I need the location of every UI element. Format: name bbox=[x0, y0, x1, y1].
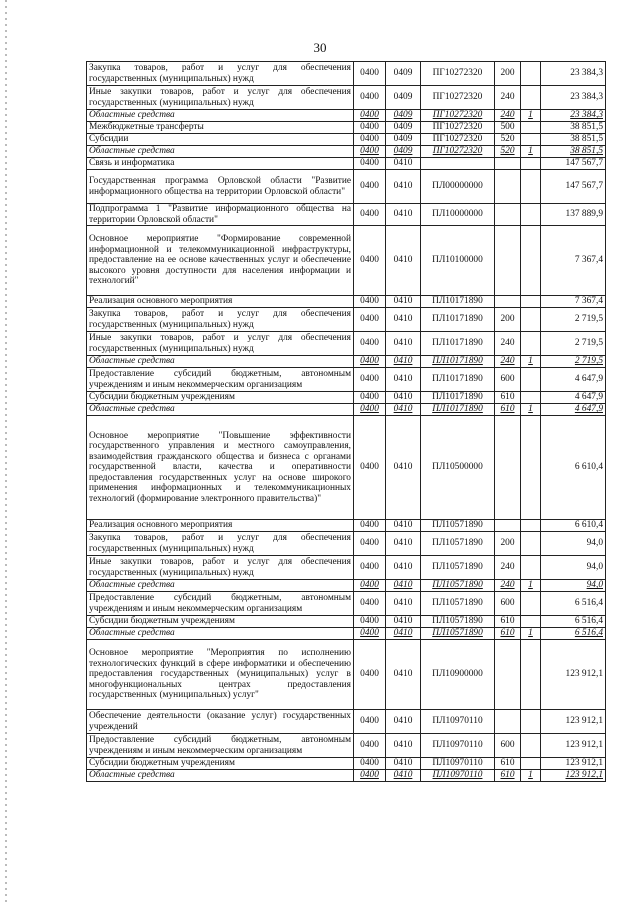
cell-rz-code: 0400 bbox=[354, 110, 386, 122]
cell-rz-code: 0400 bbox=[354, 134, 386, 146]
table-row-regional-funds bbox=[87, 404, 606, 416]
cell-source-code bbox=[521, 532, 541, 556]
cell-csr-code: ПЛ10970110 bbox=[421, 770, 495, 782]
cell-pr-code: 0410 bbox=[386, 710, 421, 734]
table-row bbox=[87, 158, 606, 170]
cell-vr-code bbox=[495, 520, 521, 532]
cell-rz-code: 0400 bbox=[354, 356, 386, 368]
cell-csr-code: ПЛ10571890 bbox=[421, 628, 495, 640]
cell-pr-code: 0410 bbox=[386, 158, 421, 170]
cell-csr-code: ПЛ10500000 bbox=[421, 416, 495, 520]
cell-csr-code: ПЛ10171890 bbox=[421, 296, 495, 308]
table-row-regional-funds bbox=[87, 580, 606, 592]
cell-pr-code: 0410 bbox=[386, 532, 421, 556]
cell-name: Областные средства bbox=[87, 628, 354, 640]
cell-source-code: 1 bbox=[521, 404, 541, 416]
cell-pr-code: 0410 bbox=[386, 628, 421, 640]
cell-rz-code: 0400 bbox=[354, 416, 386, 520]
cell-amount: 6 516,4 bbox=[541, 616, 606, 628]
cell-csr-code: ПЛ10100000 bbox=[421, 226, 495, 296]
cell-vr-code bbox=[495, 710, 521, 734]
cell-pr-code: 0409 bbox=[386, 122, 421, 134]
cell-rz-code: 0400 bbox=[354, 62, 386, 86]
cell-source-code bbox=[521, 158, 541, 170]
cell-csr-code: ПЛ10571890 bbox=[421, 580, 495, 592]
table-row bbox=[87, 592, 606, 616]
cell-name: Закупка товаров, работ и услуг для обеспечения государственных (муниципальных) нужд bbox=[87, 62, 354, 86]
cell-source-code bbox=[521, 62, 541, 86]
cell-vr-code: 200 bbox=[495, 62, 521, 86]
table-row-regional-funds bbox=[87, 146, 606, 158]
cell-pr-code: 0410 bbox=[386, 392, 421, 404]
table-row bbox=[87, 758, 606, 770]
table-row bbox=[87, 734, 606, 758]
cell-pr-code: 0409 bbox=[386, 134, 421, 146]
cell-csr-code: ПЛ00000000 bbox=[421, 170, 495, 204]
cell-rz-code: 0400 bbox=[354, 158, 386, 170]
cell-vr-code: 500 bbox=[495, 122, 521, 134]
cell-csr-code: ПГ10272320 bbox=[421, 62, 495, 86]
cell-name: Связь и информатика bbox=[87, 158, 354, 170]
cell-rz-code: 0400 bbox=[354, 532, 386, 556]
cell-csr-code: ПГ10272320 bbox=[421, 110, 495, 122]
cell-amount: 7 367,4 bbox=[541, 226, 606, 296]
cell-source-code bbox=[521, 734, 541, 758]
cell-amount: 23 384,3 bbox=[541, 86, 606, 110]
cell-csr-code: ПЛ10970110 bbox=[421, 710, 495, 734]
cell-rz-code: 0400 bbox=[354, 592, 386, 616]
cell-csr-code bbox=[421, 158, 495, 170]
table-row bbox=[87, 226, 606, 296]
table-row bbox=[87, 62, 606, 86]
cell-pr-code: 0410 bbox=[386, 296, 421, 308]
cell-source-code bbox=[521, 392, 541, 404]
cell-vr-code: 240 bbox=[495, 356, 521, 368]
cell-vr-code: 600 bbox=[495, 368, 521, 392]
table-row bbox=[87, 170, 606, 204]
table-row bbox=[87, 368, 606, 392]
cell-rz-code: 0400 bbox=[354, 170, 386, 204]
cell-pr-code: 0409 bbox=[386, 86, 421, 110]
cell-name: Областные средства bbox=[87, 770, 354, 782]
cell-vr-code: 600 bbox=[495, 592, 521, 616]
cell-csr-code: ПЛ10171890 bbox=[421, 368, 495, 392]
table-row bbox=[87, 308, 606, 332]
cell-name: Областные средства bbox=[87, 580, 354, 592]
cell-pr-code: 0410 bbox=[386, 640, 421, 710]
cell-csr-code: ПЛ10571890 bbox=[421, 520, 495, 532]
cell-rz-code: 0400 bbox=[354, 616, 386, 628]
cell-amount: 4 647,9 bbox=[541, 404, 606, 416]
cell-amount: 6 516,4 bbox=[541, 592, 606, 616]
cell-rz-code: 0400 bbox=[354, 296, 386, 308]
table-row bbox=[87, 520, 606, 532]
cell-source-code: 1 bbox=[521, 580, 541, 592]
cell-rz-code: 0400 bbox=[354, 392, 386, 404]
cell-name: Иные закупки товаров, работ и услуг для обеспечения государственных (муниципальных) нужд bbox=[87, 86, 354, 110]
cell-amount: 4 647,9 bbox=[541, 368, 606, 392]
cell-amount: 38 851,5 bbox=[541, 122, 606, 134]
cell-source-code bbox=[521, 170, 541, 204]
table-row bbox=[87, 416, 606, 520]
cell-csr-code: ПЛ10571890 bbox=[421, 532, 495, 556]
cell-source-code: 1 bbox=[521, 110, 541, 122]
cell-csr-code: ПЛ10970110 bbox=[421, 734, 495, 758]
cell-source-code bbox=[521, 122, 541, 134]
cell-name: Межбюджетные трансферты bbox=[87, 122, 354, 134]
cell-pr-code: 0410 bbox=[386, 332, 421, 356]
cell-rz-code: 0400 bbox=[354, 710, 386, 734]
cell-pr-code: 0410 bbox=[386, 226, 421, 296]
cell-pr-code: 0410 bbox=[386, 580, 421, 592]
cell-vr-code: 200 bbox=[495, 308, 521, 332]
cell-source-code bbox=[521, 592, 541, 616]
cell-source-code bbox=[521, 86, 541, 110]
cell-rz-code: 0400 bbox=[354, 204, 386, 226]
cell-vr-code bbox=[495, 170, 521, 204]
table-row bbox=[87, 86, 606, 110]
cell-pr-code: 0409 bbox=[386, 110, 421, 122]
cell-rz-code: 0400 bbox=[354, 146, 386, 158]
cell-vr-code: 520 bbox=[495, 134, 521, 146]
cell-rz-code: 0400 bbox=[354, 758, 386, 770]
cell-vr-code: 240 bbox=[495, 332, 521, 356]
cell-source-code bbox=[521, 758, 541, 770]
cell-csr-code: ПЛ10571890 bbox=[421, 592, 495, 616]
cell-csr-code: ПЛ10171890 bbox=[421, 308, 495, 332]
cell-rz-code: 0400 bbox=[354, 226, 386, 296]
cell-name: Закупка товаров, работ и услуг для обеспечения государственных (муниципальных) нужд bbox=[87, 532, 354, 556]
cell-name: Основное мероприятие "Формирование современной информационной и телекоммуникационной инфраструктуры, предоставление на ее основе качественных услуг и обеспечение высокого уровня доступности для населения информации и технологий" bbox=[87, 226, 354, 296]
cell-pr-code: 0410 bbox=[386, 416, 421, 520]
cell-amount: 147 567,7 bbox=[541, 170, 606, 204]
cell-rz-code: 0400 bbox=[354, 122, 386, 134]
cell-amount: 123 912,1 bbox=[541, 710, 606, 734]
table-row bbox=[87, 332, 606, 356]
cell-amount: 6 516,4 bbox=[541, 628, 606, 640]
cell-pr-code: 0410 bbox=[386, 404, 421, 416]
cell-vr-code: 610 bbox=[495, 628, 521, 640]
cell-vr-code bbox=[495, 158, 521, 170]
budget-table bbox=[86, 61, 606, 782]
cell-amount: 123 912,1 bbox=[541, 640, 606, 710]
table-row bbox=[87, 204, 606, 226]
cell-rz-code: 0400 bbox=[354, 520, 386, 532]
cell-rz-code: 0400 bbox=[354, 86, 386, 110]
cell-name: Областные средства bbox=[87, 146, 354, 158]
cell-amount: 38 851,5 bbox=[541, 134, 606, 146]
cell-csr-code: ПЛ10900000 bbox=[421, 640, 495, 710]
cell-csr-code: ПГ10272320 bbox=[421, 134, 495, 146]
cell-pr-code: 0410 bbox=[386, 592, 421, 616]
cell-vr-code: 610 bbox=[495, 392, 521, 404]
cell-pr-code: 0410 bbox=[386, 308, 421, 332]
cell-source-code bbox=[521, 308, 541, 332]
cell-vr-code: 610 bbox=[495, 770, 521, 782]
cell-source-code: 1 bbox=[521, 146, 541, 158]
cell-source-code bbox=[521, 710, 541, 734]
cell-csr-code: ПЛ10171890 bbox=[421, 356, 495, 368]
cell-source-code bbox=[521, 204, 541, 226]
table-row bbox=[87, 710, 606, 734]
cell-pr-code: 0410 bbox=[386, 170, 421, 204]
cell-amount: 137 889,9 bbox=[541, 204, 606, 226]
budget-table-body bbox=[87, 62, 606, 782]
cell-amount: 123 912,1 bbox=[541, 758, 606, 770]
cell-vr-code: 240 bbox=[495, 580, 521, 592]
cell-name: Областные средства bbox=[87, 356, 354, 368]
table-row bbox=[87, 392, 606, 404]
cell-name: Предоставление субсидий бюджетным, автономным учреждениям и иным некоммерческим организациям bbox=[87, 368, 354, 392]
cell-amount: 94,0 bbox=[541, 532, 606, 556]
cell-name: Обеспечение деятельности (оказание услуг) государственных учреждений bbox=[87, 710, 354, 734]
cell-amount: 2 719,5 bbox=[541, 356, 606, 368]
cell-csr-code: ПГ10272320 bbox=[421, 86, 495, 110]
cell-name: Подпрограмма 1 "Развитие информационного общества на территории Орловской области" bbox=[87, 204, 354, 226]
cell-vr-code: 240 bbox=[495, 110, 521, 122]
cell-pr-code: 0410 bbox=[386, 520, 421, 532]
table-row bbox=[87, 122, 606, 134]
cell-amount: 23 384,3 bbox=[541, 62, 606, 86]
cell-name: Субсидии бюджетным учреждениям bbox=[87, 758, 354, 770]
cell-csr-code: ПЛ10171890 bbox=[421, 392, 495, 404]
cell-rz-code: 0400 bbox=[354, 308, 386, 332]
cell-source-code: 1 bbox=[521, 628, 541, 640]
cell-rz-code: 0400 bbox=[354, 628, 386, 640]
cell-vr-code: 520 bbox=[495, 146, 521, 158]
cell-csr-code: ПГ10272320 bbox=[421, 122, 495, 134]
cell-name: Реализация основного мероприятия bbox=[87, 296, 354, 308]
cell-amount: 6 610,4 bbox=[541, 520, 606, 532]
cell-csr-code: ПЛ10000000 bbox=[421, 204, 495, 226]
cell-name: Закупка товаров, работ и услуг для обеспечения государственных (муниципальных) нужд bbox=[87, 308, 354, 332]
cell-pr-code: 0410 bbox=[386, 734, 421, 758]
cell-amount: 4 647,9 bbox=[541, 392, 606, 404]
table-row-regional-funds bbox=[87, 770, 606, 782]
cell-name: Субсидии бюджетным учреждениям bbox=[87, 392, 354, 404]
table-row-regional-funds bbox=[87, 356, 606, 368]
cell-source-code bbox=[521, 556, 541, 580]
cell-vr-code bbox=[495, 204, 521, 226]
cell-csr-code: ПЛ10571890 bbox=[421, 616, 495, 628]
cell-pr-code: 0410 bbox=[386, 556, 421, 580]
cell-amount: 23 384,3 bbox=[541, 110, 606, 122]
cell-csr-code: ПЛ10171890 bbox=[421, 332, 495, 356]
cell-vr-code bbox=[495, 296, 521, 308]
cell-rz-code: 0400 bbox=[354, 556, 386, 580]
cell-rz-code: 0400 bbox=[354, 332, 386, 356]
scan-binding-edge bbox=[5, 0, 7, 905]
cell-source-code bbox=[521, 134, 541, 146]
cell-name: Областные средства bbox=[87, 404, 354, 416]
cell-amount: 2 719,5 bbox=[541, 332, 606, 356]
cell-pr-code: 0410 bbox=[386, 616, 421, 628]
cell-source-code: 1 bbox=[521, 356, 541, 368]
table-row-regional-funds bbox=[87, 110, 606, 122]
cell-name: Реализация основного мероприятия bbox=[87, 520, 354, 532]
cell-vr-code bbox=[495, 226, 521, 296]
cell-csr-code: ПЛ10171890 bbox=[421, 404, 495, 416]
table-row bbox=[87, 640, 606, 710]
cell-name: Иные закупки товаров, работ и услуг для обеспечения государственных (муниципальных) нужд bbox=[87, 556, 354, 580]
cell-amount: 94,0 bbox=[541, 556, 606, 580]
cell-csr-code: ПЛ10970110 bbox=[421, 758, 495, 770]
cell-pr-code: 0410 bbox=[386, 368, 421, 392]
cell-pr-code: 0410 bbox=[386, 356, 421, 368]
cell-vr-code: 610 bbox=[495, 758, 521, 770]
cell-rz-code: 0400 bbox=[354, 770, 386, 782]
cell-csr-code: ПГ10272320 bbox=[421, 146, 495, 158]
cell-amount: 7 367,4 bbox=[541, 296, 606, 308]
cell-name: Предоставление субсидий бюджетным, автономным учреждениям и иным некоммерческим организациям bbox=[87, 592, 354, 616]
cell-source-code: 1 bbox=[521, 770, 541, 782]
table-row bbox=[87, 532, 606, 556]
page-number: 30 bbox=[313, 40, 327, 55]
cell-name: Субсидии бюджетным учреждениям bbox=[87, 616, 354, 628]
cell-amount: 2 719,5 bbox=[541, 308, 606, 332]
cell-name: Областные средства bbox=[87, 110, 354, 122]
cell-name: Основное мероприятие "Мероприятия по исполнению технологических функций в сфере информатики и обеспечению предоставления государственных (муниципальных) услуг в многофункциональных центрах предоставления государственных (муниципальных) услуг" bbox=[87, 640, 354, 710]
cell-vr-code bbox=[495, 640, 521, 710]
cell-source-code bbox=[521, 296, 541, 308]
cell-name: Субсидии bbox=[87, 134, 354, 146]
cell-pr-code: 0410 bbox=[386, 204, 421, 226]
cell-amount: 123 912,1 bbox=[541, 770, 606, 782]
cell-amount: 94,0 bbox=[541, 580, 606, 592]
table-row-regional-funds bbox=[87, 628, 606, 640]
cell-csr-code: ПЛ10571890 bbox=[421, 556, 495, 580]
cell-source-code bbox=[521, 616, 541, 628]
cell-name: Иные закупки товаров, работ и услуг для обеспечения государственных (муниципальных) нужд bbox=[87, 332, 354, 356]
cell-pr-code: 0410 bbox=[386, 758, 421, 770]
cell-source-code bbox=[521, 226, 541, 296]
cell-rz-code: 0400 bbox=[354, 734, 386, 758]
cell-source-code bbox=[521, 640, 541, 710]
cell-vr-code bbox=[495, 416, 521, 520]
cell-name: Предоставление субсидий бюджетным, автономным учреждениям и иным некоммерческим организациям bbox=[87, 734, 354, 758]
cell-name: Государственная программа Орловской области "Развитие информационного общества на территории Орловской области" bbox=[87, 170, 354, 204]
table-row bbox=[87, 556, 606, 580]
cell-pr-code: 0410 bbox=[386, 770, 421, 782]
cell-vr-code: 600 bbox=[495, 734, 521, 758]
cell-name: Основное мероприятие "Повышение эффективности государственного управления и местного самоуправления, взаимодействия гражданского общества и бизнеса с органами государственной власти, качества и оперативности предоставления государственных услуг на основе широкого применения информационных и телекоммуникационных технологий (формирование электронного правительства)" bbox=[87, 416, 354, 520]
cell-vr-code: 240 bbox=[495, 556, 521, 580]
cell-source-code bbox=[521, 368, 541, 392]
cell-vr-code: 200 bbox=[495, 532, 521, 556]
cell-pr-code: 0409 bbox=[386, 146, 421, 158]
cell-source-code bbox=[521, 416, 541, 520]
cell-rz-code: 0400 bbox=[354, 404, 386, 416]
cell-amount: 147 567,7 bbox=[541, 158, 606, 170]
table-row bbox=[87, 616, 606, 628]
cell-amount: 6 610,4 bbox=[541, 416, 606, 520]
cell-vr-code: 610 bbox=[495, 616, 521, 628]
cell-rz-code: 0400 bbox=[354, 580, 386, 592]
cell-source-code bbox=[521, 520, 541, 532]
cell-pr-code: 0409 bbox=[386, 62, 421, 86]
cell-rz-code: 0400 bbox=[354, 368, 386, 392]
cell-amount: 38 851,5 bbox=[541, 146, 606, 158]
table-row bbox=[87, 296, 606, 308]
table-row bbox=[87, 134, 606, 146]
cell-vr-code: 240 bbox=[495, 86, 521, 110]
cell-rz-code: 0400 bbox=[354, 640, 386, 710]
cell-source-code bbox=[521, 332, 541, 356]
cell-vr-code: 610 bbox=[495, 404, 521, 416]
cell-amount: 123 912,1 bbox=[541, 734, 606, 758]
